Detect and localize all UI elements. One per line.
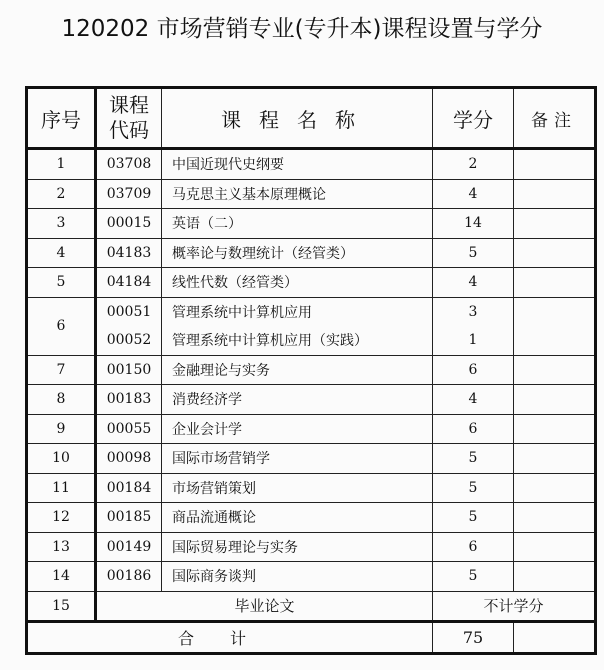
row-no: 3	[27, 209, 96, 239]
header-code	[96, 88, 162, 149]
row-remarks	[514, 209, 596, 239]
thesis-row	[27, 591, 596, 622]
table-header-row	[27, 88, 596, 149]
row-code: 00150	[96, 355, 162, 385]
row-code: 00098	[96, 444, 162, 474]
table-row	[27, 149, 596, 180]
row-remarks	[514, 268, 596, 298]
row-remarks	[514, 562, 596, 592]
row-no: 1	[27, 149, 96, 180]
row-name: 线性代数（经管类）	[162, 268, 433, 298]
row-no: 6	[27, 297, 96, 355]
row-code: 00184	[96, 473, 162, 503]
table-row	[27, 297, 596, 326]
row-code: 00185	[96, 503, 162, 533]
table-row	[27, 562, 596, 592]
row-name: 企业会计学	[162, 414, 433, 444]
header-code-line1: 课程	[109, 93, 149, 117]
row-code: 00149	[96, 532, 162, 562]
row-credits: 6	[433, 355, 514, 385]
total-label-text: 合计	[177, 628, 282, 648]
row-code: 00051	[96, 297, 162, 326]
row-code: 00055	[96, 414, 162, 444]
row-no: 12	[27, 503, 96, 533]
row-credits: 2	[433, 149, 514, 180]
row-no: 9	[27, 414, 96, 444]
row-credits: 6	[433, 414, 514, 444]
row-code: 00015	[96, 209, 162, 239]
row-no: 14	[27, 562, 96, 592]
total-row	[27, 622, 596, 654]
row-no: 10	[27, 444, 96, 474]
row-no: 11	[27, 473, 96, 503]
row-remarks	[514, 503, 596, 533]
course-table	[25, 86, 597, 655]
row-name: 金融理论与实务	[162, 355, 433, 385]
row-remarks	[514, 238, 596, 268]
row-credits: 3	[433, 297, 514, 326]
row-credits: 5	[433, 473, 514, 503]
row-name: 管理系统中计算机应用（实践）	[162, 326, 433, 355]
row-remarks	[514, 532, 596, 562]
row-code: 03709	[96, 179, 162, 209]
row-remarks	[514, 473, 596, 503]
row-remarks	[514, 149, 596, 180]
total-label	[27, 622, 433, 654]
row-credits: 5	[433, 238, 514, 268]
row-no: 2	[27, 179, 96, 209]
row-no: 5	[27, 268, 96, 298]
header-credits: 学分	[433, 88, 514, 149]
table-row	[27, 209, 596, 239]
row-credits: 4	[433, 268, 514, 298]
row-name: 市场营销策划	[162, 473, 433, 503]
row-credits: 4	[433, 179, 514, 209]
row-credits: 1	[433, 326, 514, 355]
table-row	[27, 532, 596, 562]
row-no: 7	[27, 355, 96, 385]
row-name: 英语（二）	[162, 209, 433, 239]
row-name: 商品流通概论	[162, 503, 433, 533]
row-no: 8	[27, 385, 96, 415]
row-code: 00186	[96, 562, 162, 592]
row-credits: 5	[433, 444, 514, 474]
row-remarks	[514, 297, 596, 355]
table-row	[27, 238, 596, 268]
row-no: 13	[27, 532, 96, 562]
header-name: 课程名称	[162, 88, 433, 149]
row-no: 4	[27, 238, 96, 268]
row-remarks	[514, 179, 596, 209]
row-name: 国际贸易理论与实务	[162, 532, 433, 562]
table-row	[27, 268, 596, 298]
row-credits: 14	[433, 209, 514, 239]
table-row	[27, 503, 596, 533]
row-code: 04184	[96, 268, 162, 298]
row-credits: 5	[433, 503, 514, 533]
row-remarks	[514, 355, 596, 385]
table-row	[27, 179, 596, 209]
total-remarks	[514, 622, 596, 654]
row-name: 概率论与数理统计（经管类）	[162, 238, 433, 268]
row-name: 国际商务谈判	[162, 562, 433, 592]
row-credits: 6	[433, 532, 514, 562]
table-row	[27, 385, 596, 415]
row-name: 消费经济学	[162, 385, 433, 415]
thesis-no: 15	[27, 591, 96, 622]
row-remarks	[514, 385, 596, 415]
row-code: 03708	[96, 149, 162, 180]
table-row	[27, 355, 596, 385]
row-name: 管理系统中计算机应用	[162, 297, 433, 326]
table-row	[27, 414, 596, 444]
row-name: 马克思主义基本原理概论	[162, 179, 433, 209]
row-code: 04183	[96, 238, 162, 268]
row-credits: 5	[433, 562, 514, 592]
table-row	[27, 444, 596, 474]
thesis-credits: 不计学分	[433, 591, 596, 622]
row-credits: 4	[433, 385, 514, 415]
row-code: 00183	[96, 385, 162, 415]
row-remarks	[514, 444, 596, 474]
table-subrow	[27, 326, 596, 355]
header-code-line2: 代码	[109, 118, 149, 142]
header-no: 序号	[27, 88, 96, 149]
table-row	[27, 473, 596, 503]
thesis-name: 毕业论文	[96, 591, 433, 622]
row-name: 中国近现代史纲要	[162, 149, 433, 180]
header-remarks: 备注	[514, 88, 596, 149]
row-name: 国际市场营销学	[162, 444, 433, 474]
total-credits: 75	[433, 622, 514, 654]
row-code: 00052	[96, 326, 162, 355]
row-remarks	[514, 414, 596, 444]
page-title: 120202 市场营销专业(专升本)课程设置与学分	[61, 16, 543, 42]
